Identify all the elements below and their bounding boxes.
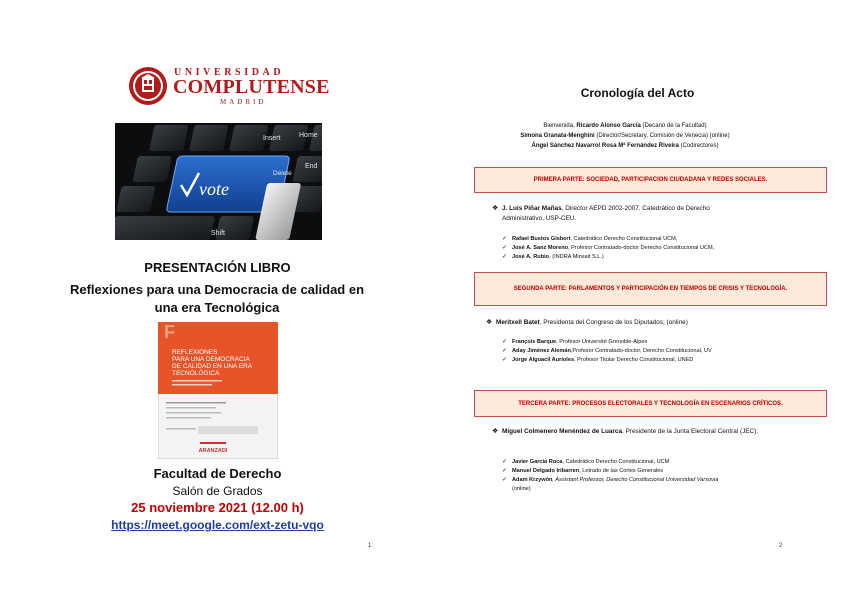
cover-title-line-2: PARA UNA DEMOCRACIA bbox=[172, 356, 250, 363]
intro-line-3: Ángel Sánchez Navarro/ Rosa Mª Fernández Riveira (Codirectores) bbox=[531, 143, 719, 149]
check-icon: ✓ bbox=[502, 254, 508, 260]
page-number-1: 1 bbox=[368, 543, 372, 549]
list-item: ✓ Javier García Roca, Catedrático Derecho Constitucional, UCM bbox=[502, 459, 670, 465]
page-number-2: 2 bbox=[779, 543, 783, 549]
check-icon: ✓ bbox=[502, 468, 508, 474]
cover-title-line-3: DE CALIDAD EN UNA ERA bbox=[172, 363, 253, 370]
room-name: Salón de Grados bbox=[172, 484, 263, 498]
list-item: ✓ José A. Rubio, (INDRA Minsait S.L.) bbox=[502, 254, 604, 260]
university-logo bbox=[128, 66, 330, 106]
book-cover bbox=[158, 322, 278, 459]
key-end-label: End bbox=[305, 163, 318, 170]
cover-title-line-1: REFLEXIONES bbox=[172, 349, 218, 356]
section-3-participants bbox=[502, 458, 718, 494]
section-2-participants bbox=[502, 338, 712, 365]
university-seal-icon bbox=[128, 66, 168, 106]
section-1-speaker: ❖ J. Luis Piñar Mañas, Director AEPD 2002-2007. Catedrático de Derecho Administrativo, USP-CEU. bbox=[492, 205, 710, 222]
list-item: ✓ Aday Jiménez Alemán,Profesor Contratado-doctor, Derecho Constitucional, UV bbox=[502, 348, 712, 354]
check-icon: ✓ bbox=[502, 357, 508, 363]
diamond-bullet-icon: ❖ bbox=[486, 319, 493, 326]
logo-text-complutense: COMPLUTENSE bbox=[173, 76, 330, 98]
key-insert-label: Insert bbox=[263, 135, 281, 142]
check-icon: ✓ bbox=[502, 245, 508, 251]
check-icon: ✓ bbox=[502, 236, 508, 242]
list-item: ✓ François Barque, Profesor Université Grenoble-Alpes bbox=[502, 339, 648, 345]
check-icon: ✓ bbox=[502, 477, 508, 483]
keyboard-vote-photo bbox=[115, 123, 322, 240]
section-heading-2: SEGUNDA PARTE: PARLAMENTOS Y PARTICIPACIÓN EN TIEMPOS DE CRISIS Y TECNOLOGÍA. bbox=[474, 272, 827, 306]
page-2 bbox=[425, 0, 850, 600]
event-date: 25 noviembre 2021 (12.00 h) bbox=[131, 500, 304, 515]
faculty-name: Facultad de Derecho bbox=[153, 466, 282, 481]
cover-publisher: ARANZADI bbox=[198, 448, 228, 454]
intro-line-1: Bienvenida, Ricardo Alonso García (Decano de la Facultad) bbox=[543, 123, 707, 129]
section-2-speaker: ❖ Meritxell Batet, Presidenta del Congreso de los Diputados; (online) bbox=[486, 319, 688, 326]
section-heading-3: TERCERA PARTE: PROCESOS ELECTORALES Y TECNOLOGÍA EN ESCENARIOS CRÍTICOS. bbox=[474, 390, 827, 417]
diamond-bullet-icon: ❖ bbox=[492, 205, 499, 212]
meet-link[interactable]: https://meet.google.com/ext-zetu-vqo bbox=[111, 518, 324, 532]
logo-text-universidad: UNIVERSIDAD bbox=[174, 67, 285, 78]
list-item: ✓ Manuel Delgado Iribarren, Letrado de las Cortes Generales bbox=[502, 468, 664, 474]
list-item: ✓ Jorge Alguacil Aurioles, Profesor Titular Derecho Constitucional, UNED bbox=[502, 357, 694, 363]
section-1-participants bbox=[502, 235, 714, 262]
diamond-bullet-icon: ❖ bbox=[492, 428, 499, 435]
svg-text:F: F bbox=[164, 322, 175, 342]
logo-text-madrid: MADRID bbox=[220, 98, 267, 106]
key-shift-label: Shift bbox=[211, 230, 226, 237]
vote-key-label: vote bbox=[199, 179, 229, 199]
intro-block bbox=[425, 121, 825, 151]
check-icon: ✓ bbox=[502, 348, 508, 354]
key-home-label: Home bbox=[299, 132, 318, 139]
book-title: Reflexiones para una Democracia de calidad en una era Tecnológica bbox=[69, 282, 365, 315]
intro-line-2: Simona Granata-Menghini (Director/Secretary, Comisión de Venecia) (online) bbox=[520, 133, 730, 139]
cover-title-line-4: TECNOLÓGICA bbox=[172, 370, 220, 377]
list-item: ✓ José A. Sanz Moreno, Profesor Contratado-doctor Derecho Constitucional UCM, bbox=[502, 245, 715, 251]
section-heading-1: PRIMERA PARTE: SOCIEDAD, PARTICIPACION CIUDADANA Y REDES SOCIALES. bbox=[474, 167, 827, 193]
check-icon: ✓ bbox=[502, 459, 508, 465]
section-3-speaker: ❖ Miguel Colmenero Menéndez de Luarca, Presidente de la Junta Electoral Central (JEC); bbox=[492, 428, 759, 435]
list-item: (online) bbox=[512, 486, 531, 492]
presentation-label: PRESENTACIÓN LIBRO bbox=[144, 260, 291, 275]
chronology-title: Cronología del Acto bbox=[580, 86, 695, 100]
list-item: ✓ Adam Krzywón, Assistant Professor, Derecho Constitucional Universidad Varsovia bbox=[502, 477, 719, 483]
key-delete-label: Delete bbox=[273, 170, 292, 177]
list-item: ✓ Rafael Bustos Gisbert, Catedrático Derecho Constitucional UCM, bbox=[502, 236, 678, 242]
check-icon: ✓ bbox=[502, 339, 508, 345]
